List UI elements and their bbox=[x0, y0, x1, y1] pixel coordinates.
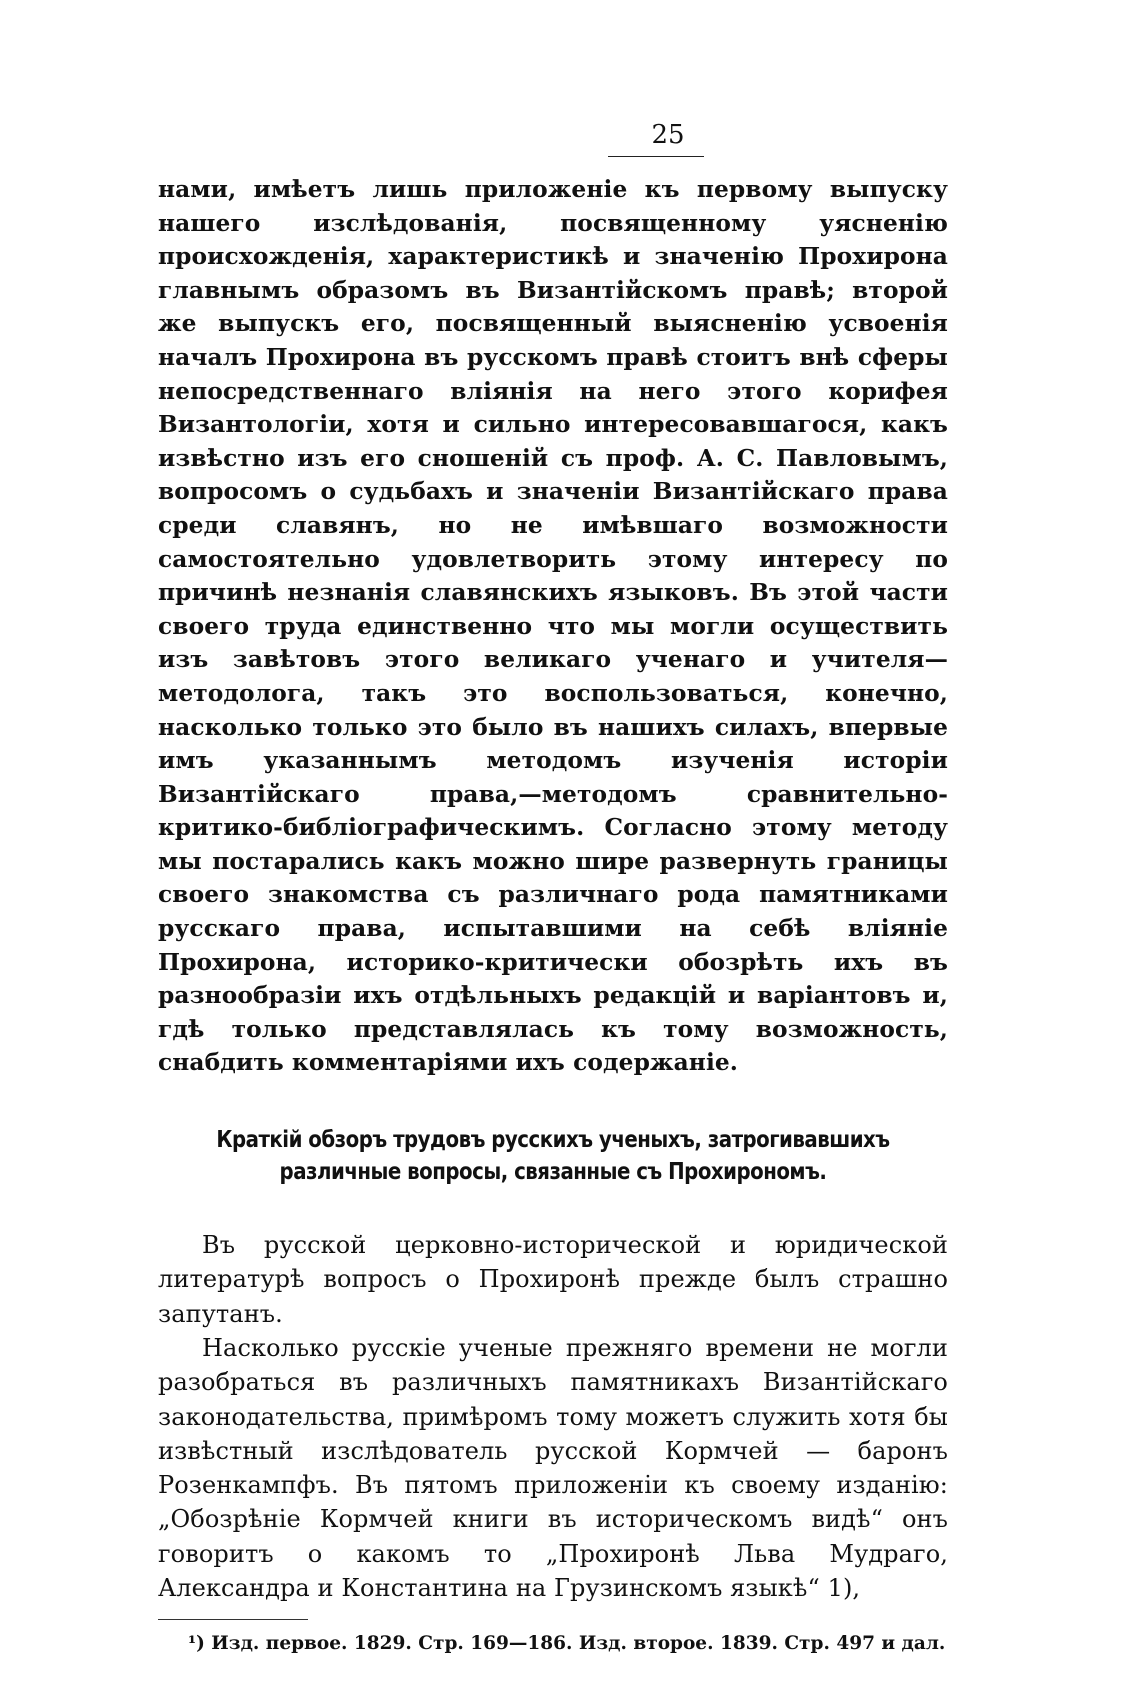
book-page bbox=[158, 120, 948, 1658]
paragraph-2: Въ русской церковно-исторической и юридической литературѣ вопросъ о Прохиронѣ прежде былъ страшно запутанъ. bbox=[158, 1231, 948, 1328]
paragraph-3: Насколько русскіе ученые прежняго времени не могли разобраться въ различныхъ памятникахъ Византійскаго законодательства, примѣромъ тому можетъ служить хотя бы извѣстный изслѣдователь русской Кормчей — баронъ Розенкампфъ. Въ пятомъ приложеніи къ своему изданію: „Обозрѣніе Кормчей книги въ историческомъ видѣ“ онъ говоритъ о какомъ то „Прохиронѣ Льва Мудраго, Александра и Константина на Грузинскомъ языкѣ“ 1), bbox=[158, 1333, 948, 1602]
paragraph-1: нами, имѣетъ лишь приложеніе къ первому выпуску нашего изслѣдованія, посвященному уясненію происхожденія, характеристикѣ и значенію Прохирона главнымъ образомъ въ Византійскомъ правѣ; второй же выпускъ его, посвященный выясненію усвоенія началъ Прохирона въ русскомъ правѣ стоитъ внѣ сферы непосредственнаго вліянія на него этого корифея Византологіи, хотя и сильно интересовавшагося, какъ извѣстно изъ его сношеній съ проф. А. С. Павловымъ, вопросомъ о судьбахъ и значеніи Византійскаго права среди славянъ, но не имѣвшаго возможности самостоятельно удовлетворить этому интересу по причинѣ незнанія славянскихъ языковъ. Въ этой части своего труда единственно что мы могли осуществить изъ завѣтовъ этого великаго ученаго и учителя—методолога, такъ это воспользоваться, конечно, насколько только это было въ нашихъ силахъ, впервые имъ указаннымъ методомъ изученія исторіи Византійскаго права,—методомъ сравнительно-критико-библіографическимъ. Согласно этому методу мы постарались какъ можно шире развернуть границы своего знакомства съ различнаго рода памятниками русскаго права, испытавшими на себѣ вліяніе Прохирона, историко-критически обозрѣть ихъ въ разнообразіи ихъ отдѣльныхъ редакцій и варіантовъ и, гдѣ только представлялась къ тому возможность, снабдить комментаріями ихъ содержаніе. bbox=[158, 176, 948, 1077]
page-number: 25 bbox=[651, 120, 685, 150]
footnote: ¹) Изд. первое. 1829. Стр. 169—186. Изд. второе. 1839. Стр. 497 и дал. bbox=[188, 1633, 946, 1655]
section-heading-wrap bbox=[158, 1124, 948, 1194]
section-body bbox=[158, 1228, 948, 1605]
footnote-rule bbox=[158, 1619, 308, 1620]
page-number-rule bbox=[608, 156, 704, 157]
section-heading: Краткій обзоръ трудовъ русскихъ ученыхъ, затрогивавшихъ различные вопросы, связанные съ Прохирономъ. bbox=[216, 1127, 890, 1186]
